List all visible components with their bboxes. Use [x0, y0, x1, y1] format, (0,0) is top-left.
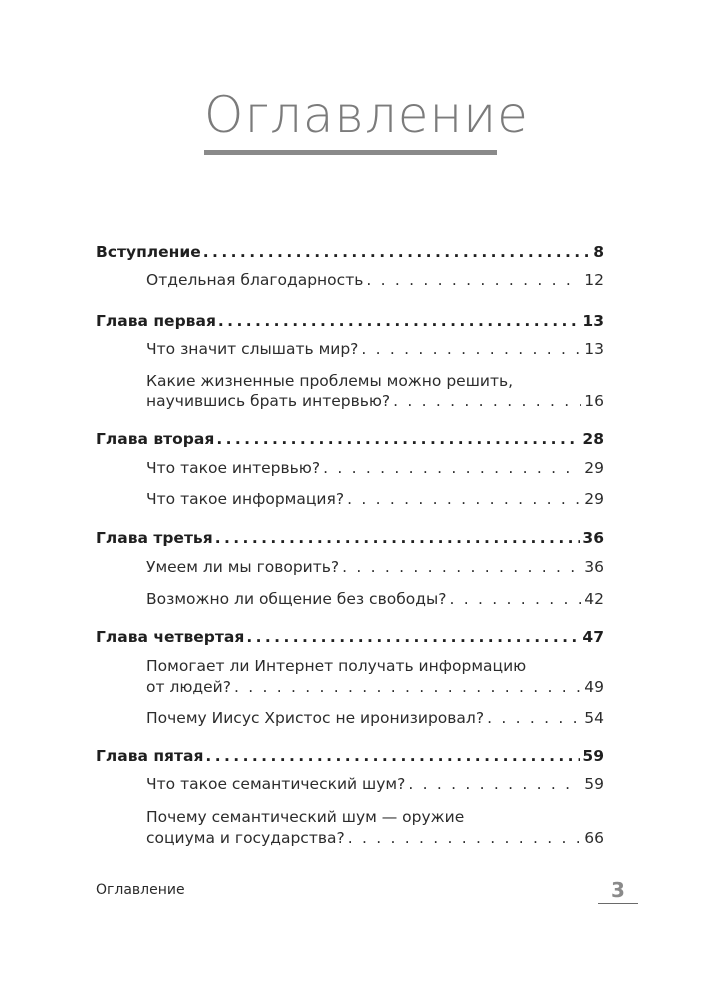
toc-entry-page: 59	[582, 747, 604, 765]
toc-entry-title: Глава третья	[96, 529, 213, 547]
toc-section-2-1[interactable]	[146, 457, 604, 479]
toc-chapter-4[interactable]	[96, 626, 604, 648]
dot-leader	[487, 707, 581, 729]
dot-leader	[342, 556, 581, 578]
dot-leader	[366, 269, 581, 291]
dot-leader	[393, 390, 581, 412]
toc-entry-title: Умеем ли мы говорить?	[146, 558, 340, 576]
dot-leader	[347, 488, 581, 510]
toc-entry-page: 13	[582, 312, 604, 330]
toc-entry-title: научившись брать интервью?	[146, 392, 391, 410]
toc-chapter-3[interactable]	[96, 527, 604, 549]
toc-entry-title: Вступление	[96, 243, 201, 261]
toc-chapter-intro[interactable]	[96, 241, 604, 263]
toc-entry-title: Что такое семантический шум?	[146, 775, 406, 793]
dot-leader	[449, 588, 581, 610]
toc-entry-title: Глава пятая	[96, 747, 204, 765]
toc-chapter-1[interactable]	[96, 310, 604, 332]
toc-section-5-2-line1[interactable]: Почему семантический шум — оружие	[146, 808, 465, 826]
toc-entry-page: 66	[584, 829, 604, 847]
toc-entry-page: 59	[584, 775, 604, 793]
toc-entry-page: 16	[584, 392, 604, 410]
toc-section-3-2[interactable]	[146, 588, 604, 610]
toc-section-1-2[interactable]	[146, 390, 604, 412]
dot-leader	[348, 827, 582, 849]
toc-chapter-2[interactable]	[96, 428, 604, 450]
dot-leader	[361, 338, 581, 360]
toc-entry-page: 8	[593, 243, 604, 261]
toc-entry-page: 42	[584, 590, 604, 608]
dot-leader	[218, 310, 581, 332]
toc-entry-title: социума и государства?	[146, 829, 345, 847]
toc-section-4-1-line1[interactable]: Помогает ли Интернет получать информацию	[146, 657, 527, 675]
page-number: 3	[611, 878, 625, 902]
dot-leader	[215, 527, 581, 549]
dot-leader	[246, 626, 580, 648]
toc-entry-page: 12	[584, 271, 604, 289]
toc-entry-page: 36	[584, 558, 604, 576]
toc-entry-title: Отдельная благодарность	[146, 271, 364, 289]
dot-leader	[205, 745, 580, 767]
toc-chapter-5[interactable]	[96, 745, 604, 767]
toc-section-5-2[interactable]	[146, 827, 604, 849]
toc-entry-title: Глава вторая	[96, 430, 215, 448]
toc-entry-title: Что значит слышать мир?	[146, 340, 359, 358]
toc-entry-title: Почему Иисус Христос не иронизировал?	[146, 709, 485, 727]
dot-leader	[408, 773, 581, 795]
toc-section-5-1[interactable]	[146, 773, 604, 795]
toc-section-acknowledgment[interactable]	[146, 269, 604, 291]
dot-leader	[203, 241, 591, 263]
toc-entry-title: Глава четвертая	[96, 628, 245, 646]
dot-leader	[234, 676, 581, 698]
toc-entry-page: 47	[582, 628, 604, 646]
toc-section-3-1[interactable]	[146, 556, 604, 578]
toc-entry-title: Глава первая	[96, 312, 216, 330]
toc-section-1-1[interactable]	[146, 338, 604, 360]
toc-entry-page: 54	[584, 709, 604, 727]
toc-entry-title: Что такое информация?	[146, 490, 345, 508]
toc-entry-page: 28	[582, 430, 604, 448]
toc-entry-page: 29	[584, 490, 604, 508]
dot-leader	[323, 457, 581, 479]
toc-entry-page: 36	[582, 529, 604, 547]
toc-entry-page: 13	[584, 340, 604, 358]
toc-section-4-2[interactable]	[146, 707, 604, 729]
toc-section-4-1[interactable]	[146, 676, 604, 698]
page-number-rule	[598, 903, 638, 904]
toc-entry-title: Что такое интервью?	[146, 459, 321, 477]
toc-entry-title: Возможно ли общение без свободы?	[146, 590, 447, 608]
toc-section-1-2-line1[interactable]: Какие жизненные проблемы можно решить,	[146, 372, 514, 390]
dot-leader	[216, 428, 580, 450]
running-footer-label: Оглавление	[96, 882, 185, 898]
page-title: Оглавление	[204, 86, 529, 144]
toc-entry-page: 29	[584, 459, 604, 477]
toc-section-2-2[interactable]	[146, 488, 604, 510]
toc-entry-page: 49	[584, 678, 604, 696]
toc-entry-title: от людей?	[146, 678, 231, 696]
